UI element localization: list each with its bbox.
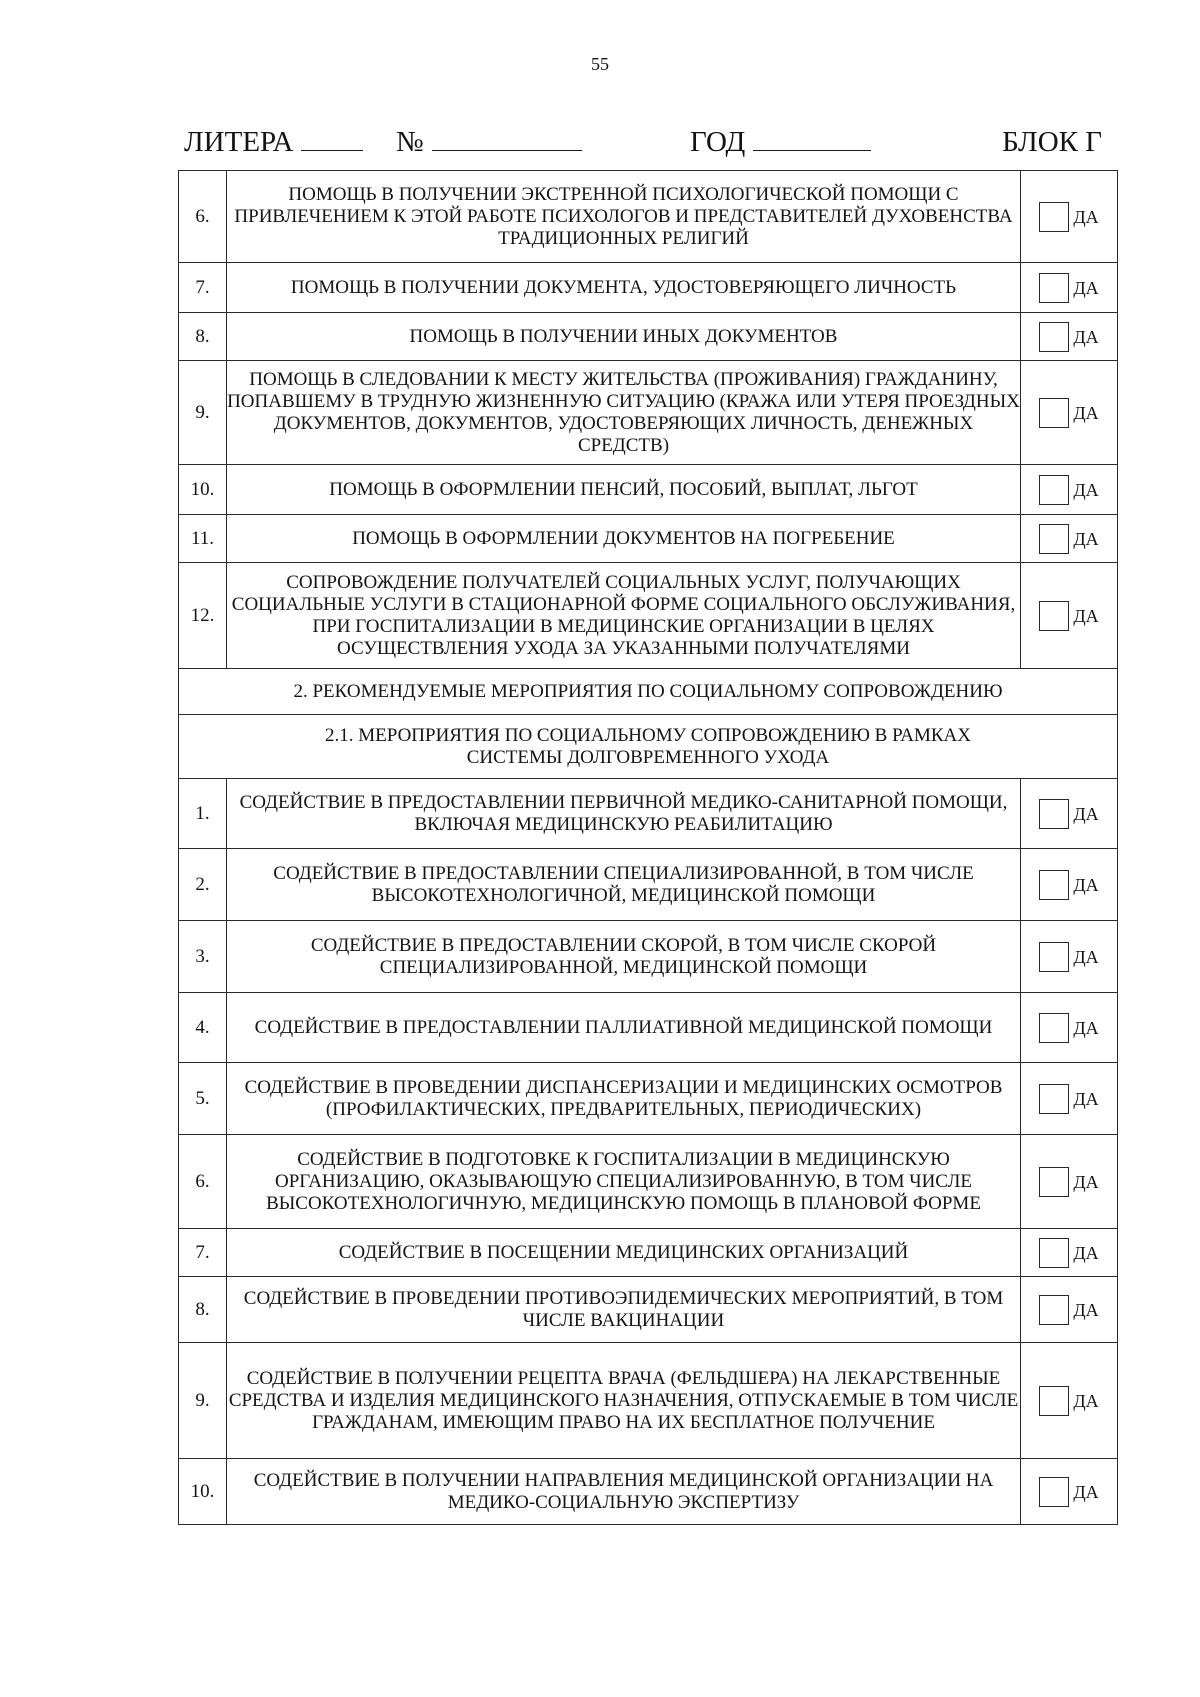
row-number: 1. bbox=[179, 779, 227, 849]
yes-label: ДА bbox=[1073, 1242, 1099, 1263]
row-text: СОДЕЙСТВИЕ В ПОЛУЧЕНИИ РЕЦЕПТА ВРАЧА (ФЕЛЬДШЕРА) НА ЛЕКАРСТВЕННЫЕ СРЕДСТВА И ИЗДЕЛИЯ МЕДИЦИНСКОГО НАЗНАЧЕНИЯ, ОТПУСКАЕМЫЕ В ТОМ ЧИСЛЕ ГРАЖДАНАМ, ИМЕЮЩИМ ПРАВО НА ИХ БЕСПЛАТНОЕ ПОЛУЧЕНИЕ bbox=[227, 1343, 1021, 1459]
row-text: ПОМОЩЬ В ОФОРМЛЕНИИ ПЕНСИЙ, ПОСОБИЙ, ВЫПЛАТ, ЛЬГОТ bbox=[227, 465, 1021, 515]
row-number: 8. bbox=[179, 1277, 227, 1343]
yes-checkbox[interactable] bbox=[1039, 1238, 1069, 1268]
table-row bbox=[179, 779, 1118, 849]
row-text: ПОМОЩЬ В ОФОРМЛЕНИИ ДОКУМЕНТОВ НА ПОГРЕБЕНИЕ bbox=[227, 515, 1021, 563]
row-text: ПОМОЩЬ В СЛЕДОВАНИИ К МЕСТУ ЖИТЕЛЬСТВА (ПРОЖИВАНИЯ) ГРАЖДАНИНУ, ПОПАВШЕМУ В ТРУДНУЮ ЖИЗНЕННУЮ СИТУАЦИЮ (КРАЖА ИЛИ УТЕРЯ ПРОЕЗДНЫХ ДОКУМЕНТОВ, ДОКУМЕНТОВ, УДОСТОВЕРЯЮЩИХ ЛИЧНОСТЬ, ДЕНЕЖНЫХ СРЕДСТВ) bbox=[227, 361, 1021, 465]
row-text: СОДЕЙСТВИЕ В ПРЕДОСТАВЛЕНИИ ПАЛЛИАТИВНОЙ МЕДИЦИНСКОЙ ПОМОЩИ bbox=[227, 993, 1021, 1063]
yes-checkbox[interactable] bbox=[1039, 202, 1069, 232]
row-text: СОДЕЙСТВИЕ В ПРЕДОСТАВЛЕНИИ СПЕЦИАЛИЗИРОВАННОЙ, В ТОМ ЧИСЛЕ ВЫСОКОТЕХНОЛОГИЧНОЙ, МЕДИЦИНСКОЙ ПОМОЩИ bbox=[227, 849, 1021, 921]
row-text: СОДЕЙСТВИЕ В ПРОВЕДЕНИИ ДИСПАНСЕРИЗАЦИИ И МЕДИЦИНСКИХ ОСМОТРОВ (ПРОФИЛАКТИЧЕСКИХ, ПРЕДВАРИТЕЛЬНЫХ, ПЕРИОДИЧЕСКИХ) bbox=[227, 1063, 1021, 1135]
yes-checkbox[interactable] bbox=[1039, 1477, 1069, 1507]
yes-option bbox=[1021, 1063, 1118, 1135]
yes-option bbox=[1021, 779, 1118, 849]
yes-checkbox[interactable] bbox=[1039, 942, 1069, 972]
yes-label: ДА bbox=[1073, 402, 1099, 423]
yes-label: ДА bbox=[1073, 803, 1099, 824]
yes-option bbox=[1021, 361, 1118, 465]
yes-checkbox[interactable] bbox=[1039, 1013, 1069, 1043]
yes-checkbox[interactable] bbox=[1039, 322, 1069, 352]
yes-label: ДА bbox=[1073, 605, 1099, 626]
row-text: СОДЕЙСТВИЕ В ПРЕДОСТАВЛЕНИИ СКОРОЙ, В ТОМ ЧИСЛЕ СКОРОЙ СПЕЦИАЛИЗИРОВАННОЙ, МЕДИЦИНСКОЙ ПОМОЩИ bbox=[227, 921, 1021, 993]
services-table bbox=[178, 170, 1118, 1525]
yes-label: ДА bbox=[1073, 206, 1099, 227]
row-number: 9. bbox=[179, 1343, 227, 1459]
row-number: 10. bbox=[179, 465, 227, 515]
table-row bbox=[179, 515, 1118, 563]
row-number: 10. bbox=[179, 1459, 227, 1525]
yes-label: ДА bbox=[1073, 277, 1099, 298]
section-2-title: 2. РЕКОМЕНДУЕМЫЕ МЕРОПРИЯТИЯ ПО СОЦИАЛЬНОМУ СОПРОВОЖДЕНИЮ bbox=[179, 669, 1118, 715]
yes-checkbox[interactable] bbox=[1039, 1386, 1069, 1416]
table-row bbox=[179, 1063, 1118, 1135]
row-number: 9. bbox=[179, 361, 227, 465]
table-row bbox=[179, 263, 1118, 313]
yes-checkbox[interactable] bbox=[1039, 1295, 1069, 1325]
table-row bbox=[179, 993, 1118, 1063]
block-label: БЛОК Г bbox=[1002, 126, 1102, 158]
yes-checkbox[interactable] bbox=[1039, 475, 1069, 505]
number-label: № bbox=[396, 126, 424, 158]
yes-label: ДА bbox=[1073, 1171, 1099, 1192]
table-row bbox=[179, 921, 1118, 993]
table-row bbox=[179, 465, 1118, 515]
page-number: 55 bbox=[591, 54, 609, 74]
year-field bbox=[690, 124, 871, 160]
yes-label: ДА bbox=[1073, 1088, 1099, 1109]
row-text: ПОМОЩЬ В ПОЛУЧЕНИИ ДОКУМЕНТА, УДОСТОВЕРЯЮЩЕГО ЛИЧНОСТЬ bbox=[227, 263, 1021, 313]
yes-checkbox[interactable] bbox=[1039, 799, 1069, 829]
form-header bbox=[184, 124, 1102, 160]
yes-option bbox=[1021, 171, 1118, 263]
row-number: 7. bbox=[179, 1229, 227, 1277]
year-label: ГОД bbox=[690, 126, 746, 158]
row-text: ПОМОЩЬ В ПОЛУЧЕНИИ ИНЫХ ДОКУМЕНТОВ bbox=[227, 313, 1021, 361]
row-text: СОДЕЙСТВИЕ В ПОЛУЧЕНИИ НАПРАВЛЕНИЯ МЕДИЦИНСКОЙ ОРГАНИЗАЦИИ НА МЕДИКО-СОЦИАЛЬНУЮ ЭКСПЕРТИЗУ bbox=[227, 1459, 1021, 1525]
table-row bbox=[179, 1229, 1118, 1277]
yes-option bbox=[1021, 313, 1118, 361]
section-row bbox=[179, 715, 1118, 779]
row-text: СОДЕЙСТВИЕ В ПОСЕЩЕНИИ МЕДИЦИНСКИХ ОРГАНИЗАЦИЙ bbox=[227, 1229, 1021, 1277]
row-text: ПОМОЩЬ В ПОЛУЧЕНИИ ЭКСТРЕННОЙ ПСИХОЛОГИЧЕСКОЙ ПОМОЩИ С ПРИВЛЕЧЕНИЕМ К ЭТОЙ РАБОТЕ ПСИХОЛОГОВ И ПРЕДСТАВИТЕЛЕЙ ДУХОВЕНСТВА ТРАДИЦИОННЫХ РЕЛИГИЙ bbox=[227, 171, 1021, 263]
table-row bbox=[179, 1135, 1118, 1229]
yes-option bbox=[1021, 515, 1118, 563]
section-row bbox=[179, 669, 1118, 715]
yes-checkbox[interactable] bbox=[1039, 601, 1069, 631]
table-row bbox=[179, 849, 1118, 921]
table-row bbox=[179, 1459, 1118, 1525]
row-number: 4. bbox=[179, 993, 227, 1063]
yes-label: ДА bbox=[1073, 874, 1099, 895]
yes-checkbox[interactable] bbox=[1039, 870, 1069, 900]
yes-label: ДА bbox=[1073, 326, 1099, 347]
yes-option bbox=[1021, 849, 1118, 921]
yes-option bbox=[1021, 993, 1118, 1063]
row-number: 2. bbox=[179, 849, 227, 921]
yes-checkbox[interactable] bbox=[1039, 273, 1069, 303]
row-number: 6. bbox=[179, 1135, 227, 1229]
yes-checkbox[interactable] bbox=[1039, 1084, 1069, 1114]
yes-label: ДА bbox=[1073, 528, 1099, 549]
number-blank[interactable] bbox=[432, 124, 582, 151]
yes-option bbox=[1021, 1229, 1118, 1277]
yes-option bbox=[1021, 465, 1118, 515]
year-blank[interactable] bbox=[753, 124, 871, 151]
section-2-1-title: 2.1. МЕРОПРИЯТИЯ ПО СОЦИАЛЬНОМУ СОПРОВОЖДЕНИЮ В РАМКАХ СИСТЕМЫ ДОЛГОВРЕМЕННОГО УХОДА bbox=[179, 715, 1118, 779]
litera-label: ЛИТЕРА bbox=[184, 126, 294, 158]
row-number: 5. bbox=[179, 1063, 227, 1135]
table-row bbox=[179, 1277, 1118, 1343]
yes-checkbox[interactable] bbox=[1039, 398, 1069, 428]
yes-option bbox=[1021, 1277, 1118, 1343]
row-number: 11. bbox=[179, 515, 227, 563]
row-number: 3. bbox=[179, 921, 227, 993]
yes-option bbox=[1021, 1343, 1118, 1459]
yes-checkbox[interactable] bbox=[1039, 524, 1069, 554]
table-row bbox=[179, 1343, 1118, 1459]
row-text: СОПРОВОЖДЕНИЕ ПОЛУЧАТЕЛЕЙ СОЦИАЛЬНЫХ УСЛУГ, ПОЛУЧАЮЩИХ СОЦИАЛЬНЫЕ УСЛУГИ В СТАЦИОНАРНОЙ ФОРМЕ СОЦИАЛЬНОГО ОБСЛУЖИВАНИЯ, ПРИ ГОСПИТАЛИЗАЦИИ В МЕДИЦИНСКИЕ ОРГАНИЗАЦИИ В ЦЕЛЯХ ОСУЩЕСТВЛЕНИЯ УХОДА ЗА УКАЗАННЫМИ ПОЛУЧАТЕЛЯМИ bbox=[227, 563, 1021, 669]
table-row bbox=[179, 563, 1118, 669]
row-number: 8. bbox=[179, 313, 227, 361]
yes-option bbox=[1021, 921, 1118, 993]
yes-label: ДА bbox=[1073, 1390, 1099, 1411]
yes-label: ДА bbox=[1073, 1017, 1099, 1038]
row-text: СОДЕЙСТВИЕ В ПРЕДОСТАВЛЕНИИ ПЕРВИЧНОЙ МЕДИКО-САНИТАРНОЙ ПОМОЩИ, ВКЛЮЧАЯ МЕДИЦИНСКУЮ РЕАБИЛИТАЦИЮ bbox=[227, 779, 1021, 849]
yes-option bbox=[1021, 263, 1118, 313]
table-row bbox=[179, 313, 1118, 361]
litera-blank[interactable] bbox=[301, 124, 363, 151]
row-text: СОДЕЙСТВИЕ В ПРОВЕДЕНИИ ПРОТИВОЭПИДЕМИЧЕСКИХ МЕРОПРИЯТИЙ, В ТОМ ЧИСЛЕ ВАКЦИНАЦИИ bbox=[227, 1277, 1021, 1343]
litera-field bbox=[184, 124, 363, 160]
yes-option bbox=[1021, 1135, 1118, 1229]
row-number: 7. bbox=[179, 263, 227, 313]
yes-option bbox=[1021, 1459, 1118, 1525]
number-field bbox=[396, 124, 582, 160]
row-text: СОДЕЙСТВИЕ В ПОДГОТОВКЕ К ГОСПИТАЛИЗАЦИИ В МЕДИЦИНСКУЮ ОРГАНИЗАЦИЮ, ОКАЗЫВАЮЩУЮ СПЕЦИАЛИЗИРОВАННУЮ, В ТОМ ЧИСЛЕ ВЫСОКОТЕХНОЛОГИЧНУЮ, МЕДИЦИНСКУЮ ПОМОЩЬ В ПЛАНОВОЙ ФОРМЕ bbox=[227, 1135, 1021, 1229]
row-number: 12. bbox=[179, 563, 227, 669]
yes-label: ДА bbox=[1073, 1299, 1099, 1320]
yes-option bbox=[1021, 563, 1118, 669]
row-number: 6. bbox=[179, 171, 227, 263]
table-row bbox=[179, 171, 1118, 263]
yes-label: ДА bbox=[1073, 946, 1099, 967]
yes-label: ДА bbox=[1073, 479, 1099, 500]
yes-label: ДА bbox=[1073, 1481, 1099, 1502]
table-row bbox=[179, 361, 1118, 465]
yes-checkbox[interactable] bbox=[1039, 1167, 1069, 1197]
